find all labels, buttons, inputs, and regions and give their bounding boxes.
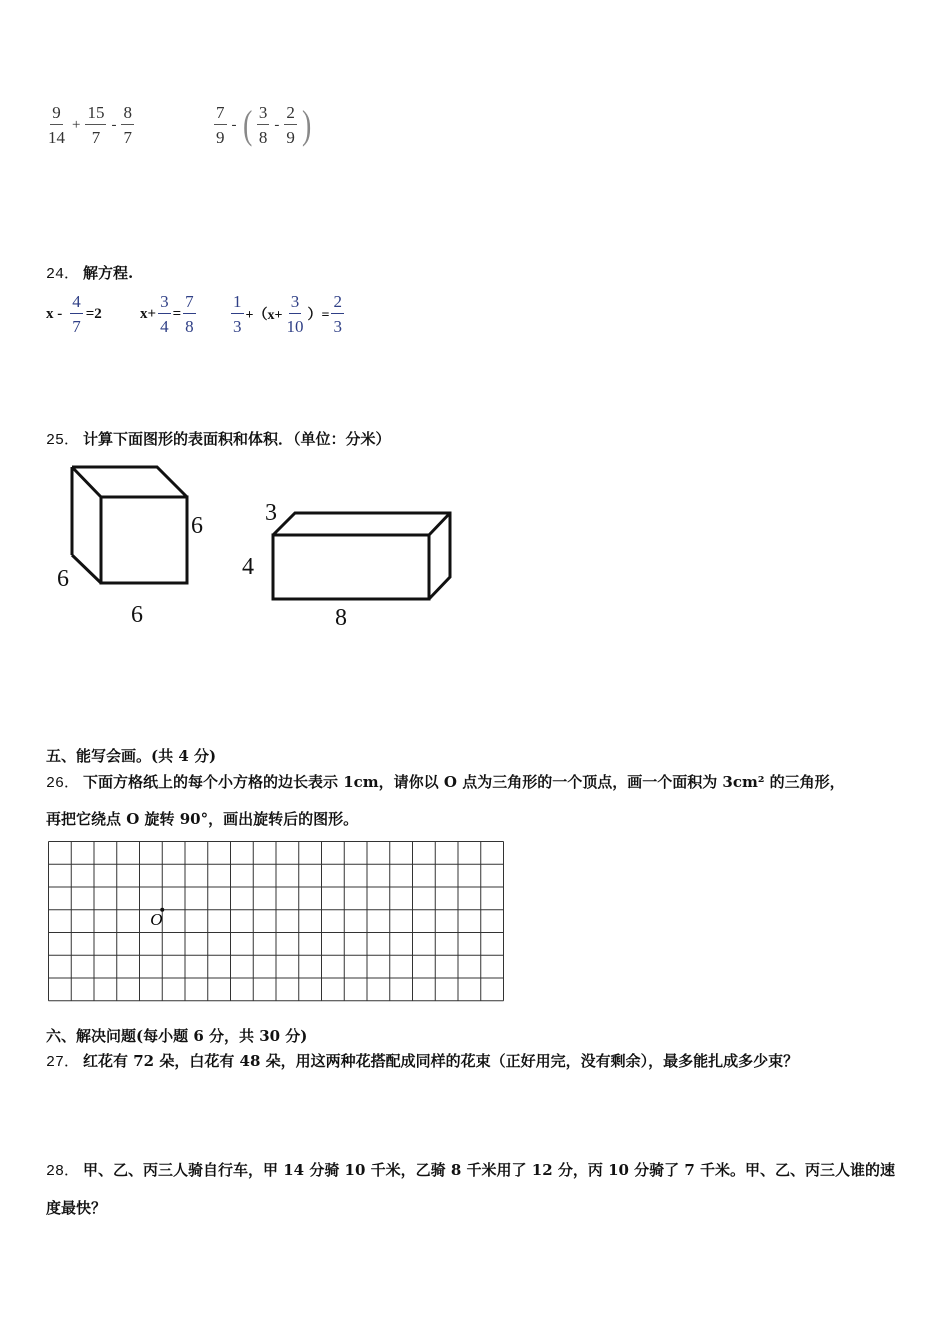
fraction: $\frac{7}{9}$ [216, 103, 225, 147]
cuboid-label-left: 4 [242, 554, 254, 580]
question-27: 27． 红花有 72 朵，白花有 48 朵，用这两种花搭配成同样的花束（正好用完，没有剩余），最多能扎成多少束？ [46, 1052, 799, 1071]
cube-top-front-edge [72, 467, 101, 497]
section-5-title: 五、能写会画。(共 4 分) [46, 747, 217, 765]
fraction: $\frac{2}{9}$ [286, 103, 295, 147]
cube-top-edge [72, 467, 187, 497]
equation-3: $\frac{1}{3}$ +（x+ $\frac{3}{10}$ ）= $\frac{2}{3}$ [233, 292, 342, 336]
fraction: $\frac{3}{8}$ [258, 103, 268, 147]
fraction: $\frac{3}{10}$ [286, 292, 304, 336]
question-26-line-2: 再把它绕点 O 旋转 90°，画出旋转后的图形。 [46, 810, 359, 828]
equation-1: x - $\frac{4}{7}$ =2 [46, 292, 102, 336]
cube-figure [72, 467, 187, 583]
left-paren: ( [242, 102, 252, 147]
fraction: $\frac{15}{7}$ [87, 103, 105, 147]
grid-paper[interactable] [46, 840, 506, 1004]
cube-front-face [101, 497, 187, 583]
right-paren: ) [301, 102, 312, 147]
question-24-title: 24． 解方程. [46, 264, 134, 283]
equation-2: x+ $\frac{3}{4}$ = $\frac{7}{8}$ [140, 292, 194, 336]
fraction: $\frac{9}{14}$ [48, 103, 65, 147]
fraction: $\frac{2}{3}$ [333, 292, 342, 336]
cuboid-front-face [273, 535, 429, 599]
fraction: $\frac{1}{3}$ [233, 292, 242, 336]
fraction: $\frac{4}{7}$ [72, 292, 81, 336]
question-28-line-2: 度最快？ [46, 1199, 107, 1217]
cuboid-top-right-edges [273, 513, 450, 599]
section-6-title: 六、解决问题(每小题 6 分，共 30 分) [46, 1027, 308, 1045]
cuboid-figure [273, 513, 450, 599]
question-25-title: 25． 计算下面图形的表面积和体积．（单位：分米） [46, 430, 391, 449]
cuboid-corner-edge [429, 513, 450, 535]
cube-label-right: 6 [191, 513, 203, 539]
cuboid-label-top: 3 [265, 500, 277, 526]
question-28-line-1: 28． 甲、乙、丙三人骑自行车，甲 14 分骑 10 千米，乙骑 8 千米用了 12 分，丙 10 分骑了 7 千米。甲、乙、丙三人谁的速 [46, 1161, 896, 1180]
cube-label-bottom: 6 [131, 602, 143, 628]
fraction: $\frac{3}{4}$ [160, 292, 169, 336]
question-26-line-1: 26． 下面方格纸上的每个小方格的边长表示 1cm，请你以 O 点为三角形的一个顶点，画一个面积为 3cm² 的三角形， [46, 773, 845, 792]
fraction: $\frac{8}{7}$ [123, 103, 132, 147]
fraction: $\frac{7}{8}$ [185, 292, 194, 336]
cuboid-label-bottom: 8 [335, 605, 347, 631]
expression-2: $\frac{7}{9}$ - ( $\frac{3}{8}$ - $\frac{2}{9}$ ) [216, 102, 312, 147]
cube-label-left: 6 [57, 566, 69, 592]
point-o-label: O [150, 909, 163, 929]
cube-bottom-edge [72, 555, 101, 583]
expression-1: $\frac{9}{14}$ + $\frac{15}{7}$ - $\frac{8}{7}$ [48, 103, 132, 147]
